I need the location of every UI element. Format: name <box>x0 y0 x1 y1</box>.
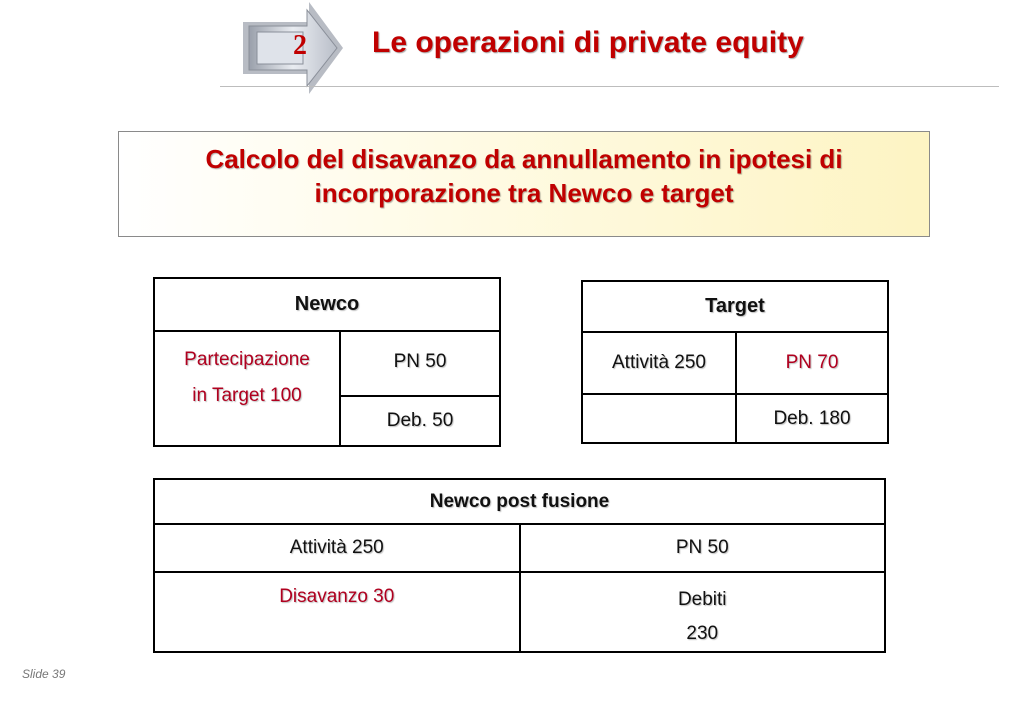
section-number: 2 <box>293 30 307 61</box>
newco-asset-line-2: in Target 100 <box>192 385 302 406</box>
post-merger-assets-cell <box>154 524 520 572</box>
post-merger-deficit-cell <box>154 572 520 652</box>
target-debt-cell <box>736 394 888 443</box>
newco-debt: Deb. 50 <box>386 410 454 431</box>
target-assets-cell <box>582 332 736 394</box>
slide-number: Slide 39 <box>22 667 66 681</box>
target-empty-cell <box>582 394 736 443</box>
target-assets: Attività 250 <box>612 352 706 373</box>
page-title: Le operazioni di private equity <box>372 26 804 59</box>
newco-equity-cell <box>340 331 500 396</box>
post-merger-table <box>153 478 886 653</box>
post-merger-equity-cell <box>520 524 886 572</box>
newco-assets-cell <box>154 331 340 446</box>
post-merger-assets: Attività 250 <box>289 537 384 558</box>
subtitle-line-2: incorporazione tra Newco e target <box>314 178 734 208</box>
post-merger-header: Newco post fusione <box>154 479 885 524</box>
target-table <box>581 280 889 444</box>
newco-equity: PN 50 <box>393 351 447 372</box>
newco-header: Newco <box>154 278 500 331</box>
subtitle-line-1: Calcolo del disavanzo da annullamento in ipotesi di <box>205 144 843 174</box>
section-badge <box>243 2 347 98</box>
newco-table <box>153 277 501 447</box>
target-equity: PN 70 <box>785 352 839 373</box>
subtitle <box>119 142 929 210</box>
post-merger-equity: PN 50 <box>675 537 729 558</box>
post-merger-debt-line-2: 230 <box>686 623 719 644</box>
newco-asset-line-1: Partecipazione <box>184 349 310 370</box>
subtitle-box <box>118 131 930 237</box>
post-merger-deficit: Disavanzo 30 <box>279 586 395 607</box>
newco-debt-cell <box>340 396 500 446</box>
target-equity-cell <box>736 332 888 394</box>
target-debt: Deb. 180 <box>773 407 851 429</box>
post-merger-debt-line-1: Debiti <box>677 589 727 610</box>
title-divider <box>220 86 999 87</box>
target-header: Target <box>582 281 888 332</box>
post-merger-debt-cell <box>520 572 886 652</box>
